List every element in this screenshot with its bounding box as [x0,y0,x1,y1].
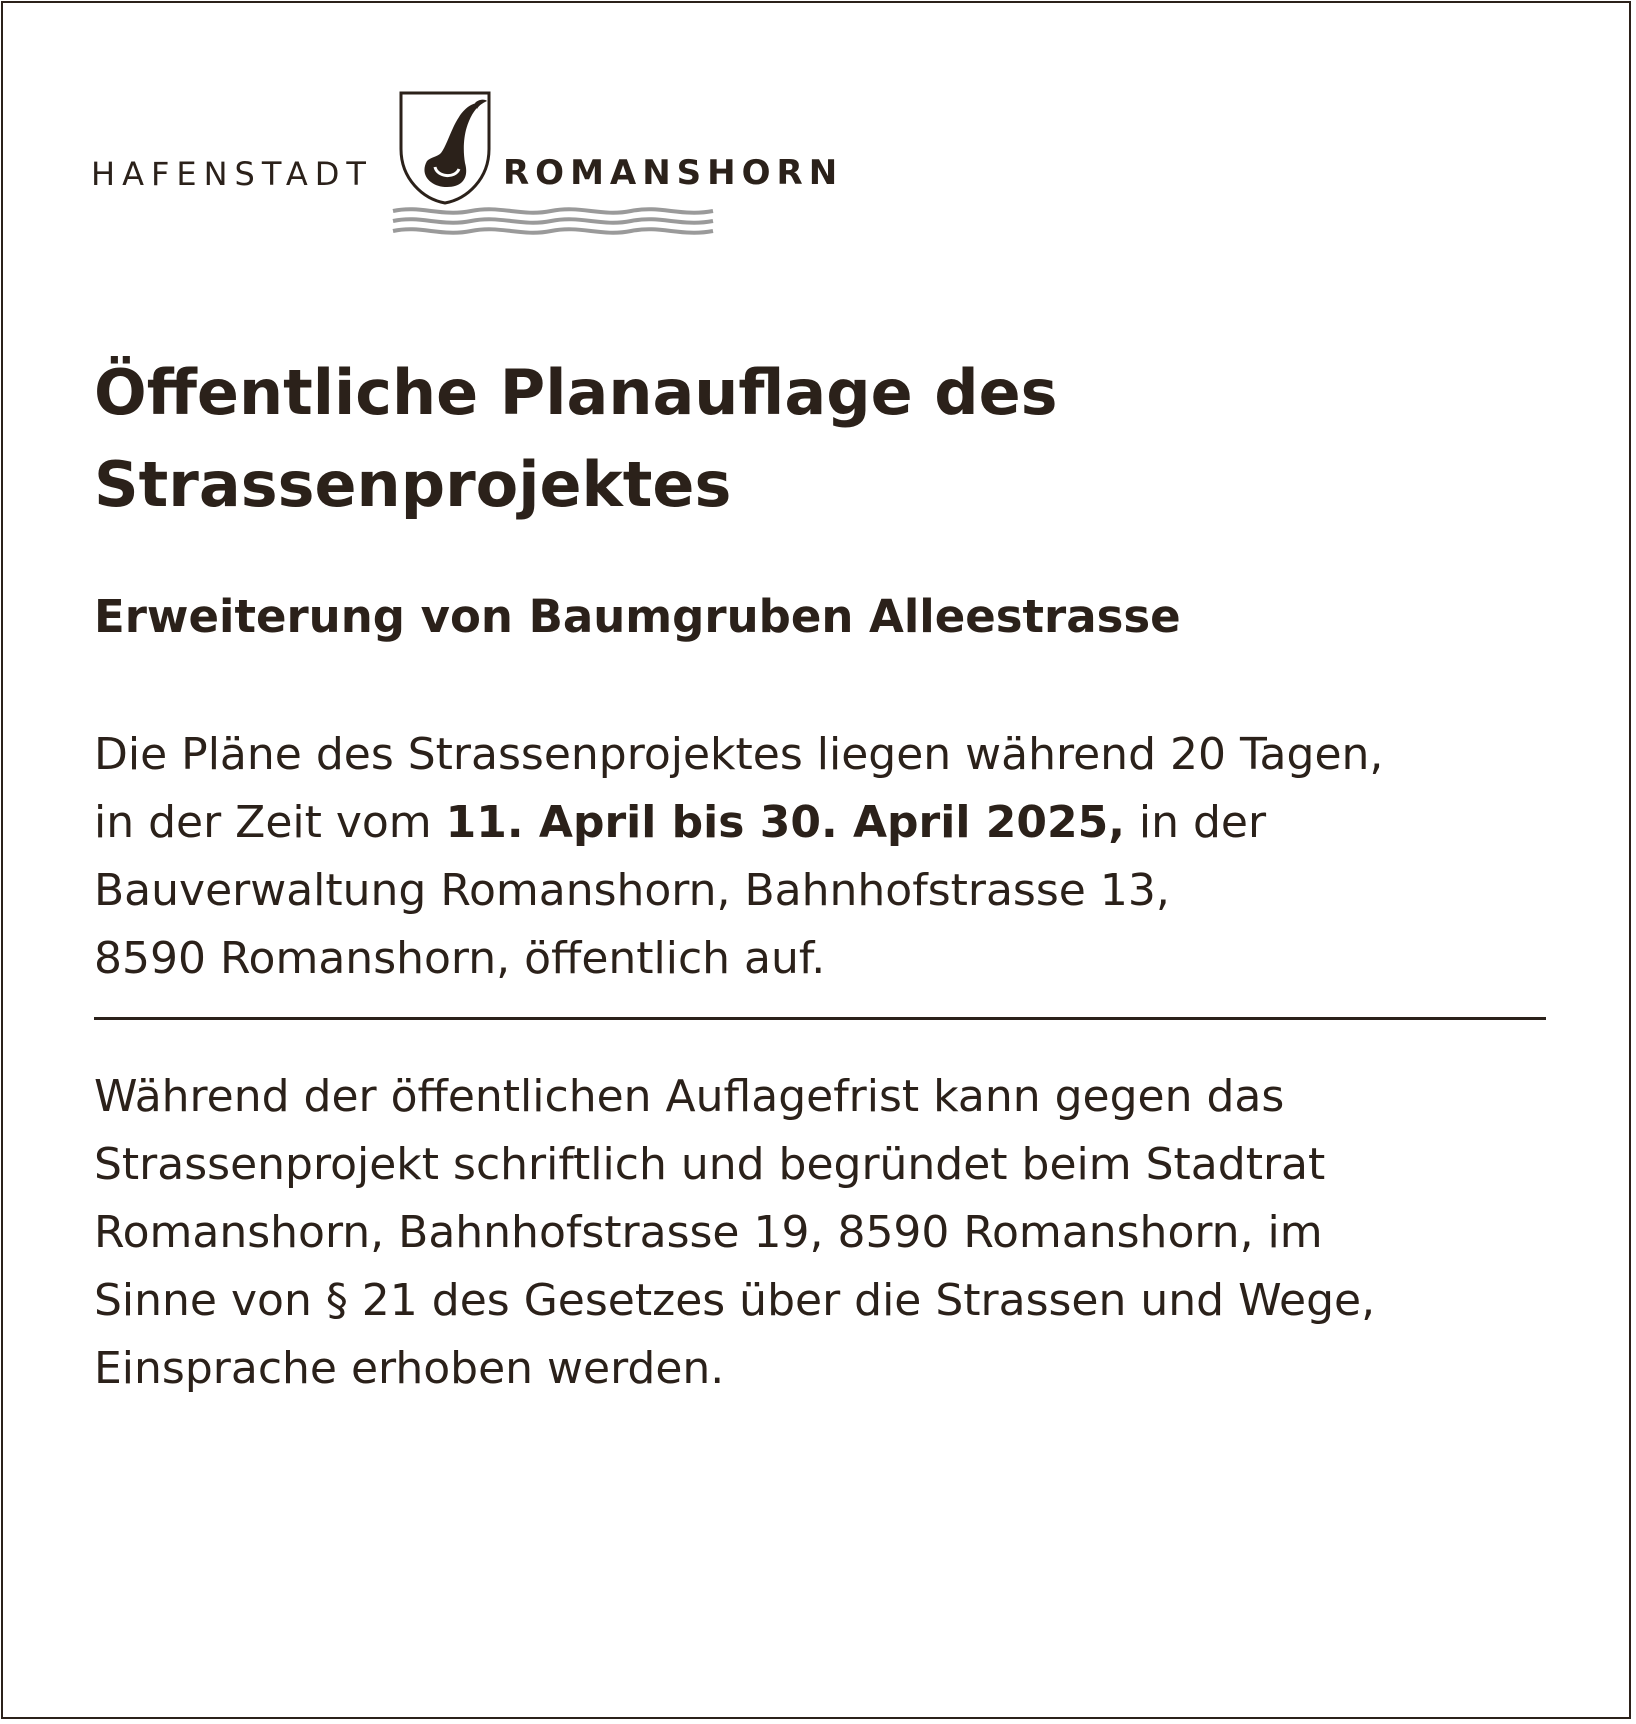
paragraph-objection-info [94,1063,1544,1403]
paragraph1-line-3: Bauverwaltung Romanshorn, Bahnhofstrasse 13, [94,865,1170,916]
date-range-highlight: 11. April bis 30. April 2025, [445,797,1125,848]
page-title [94,347,1514,531]
paragraph2-line-1: Während der öffentlichen Auflagefrist kann gegen das [94,1071,1285,1122]
title-line-1: Öffentliche Planauflage des [94,356,1058,429]
paragraph2-line-3: Romanshorn, Bahnhofstrasse 19, 8590 Romanshorn, im [94,1207,1323,1258]
notice-frame [1,1,1631,1719]
paragraph1-line-1: Die Pläne des Strassenprojektes liegen während 20 Tagen, [94,729,1384,780]
horn-crest-icon [397,91,493,205]
paragraph2-line-4: Sinne von § 21 des Gesetzes über die Strassen und Wege, [94,1275,1376,1326]
page-subtitle: Erweiterung von Baumgruben Alleestrasse [94,590,1181,643]
title-line-2: Strassenprojektes [94,448,732,521]
paragraph1-line-2-suffix: in der [1124,797,1267,848]
logo-text-romanshorn: ROMANSHORN [503,153,844,193]
section-divider [94,1017,1546,1020]
paragraph2-line-2: Strassenprojekt schriftlich und begründet beim Stadtrat [94,1139,1326,1190]
paragraph-display-period [94,721,1544,993]
paragraph1-line-4: 8590 Romanshorn, öffentlich auf. [94,933,826,984]
paragraph1-line-2-prefix: in der Zeit vom [94,797,446,848]
lake-waves-icon [391,203,715,239]
paragraph1-line-2 [94,789,1544,857]
romanshorn-logo [91,91,891,241]
logo-text-hafenstadt: HAFENSTADT [91,155,373,193]
paragraph2-line-5: Einsprache erhoben werden. [94,1343,725,1394]
